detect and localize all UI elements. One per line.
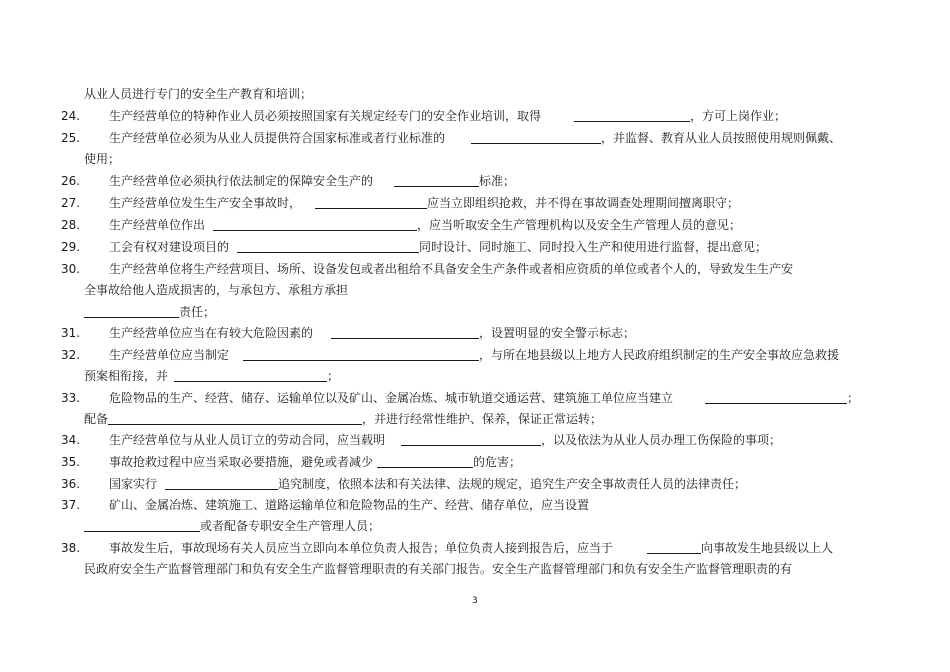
question-34 [109,432,781,448]
question-24 [109,108,786,124]
question-text: 责任； [179,305,216,319]
question-text: 同时设计、同时施工、同时投入生产和使用进行监督，提出意见； [419,240,768,254]
question-text: 或者配备专职安全生产管理人员； [200,519,381,533]
question-38 [109,540,833,556]
fill-in-blank[interactable] [315,196,427,209]
question-28 [109,217,741,233]
question-number: 37. [61,498,81,512]
fill-in-blank[interactable] [377,455,473,468]
question-number: 27. [61,196,81,210]
fill-in-blank[interactable] [401,433,541,446]
question-38-continuation: 民政府安全生产监督管理部门和负有安全生产监督管理职责的有关部门报告。安全生产监督管理部门和负有安全生产监督管理职责的有 [84,562,793,576]
question-text: 生产经营单位应当在有较大危险因素的 [109,326,314,340]
question-number: 26. [61,174,81,188]
fill-in-blank[interactable] [237,240,419,253]
fill-in-blank[interactable] [574,109,690,122]
question-31 [109,325,635,341]
question-text: ； [847,391,860,405]
question-text: ，方可上岗作业； [690,109,787,123]
question-text: 预案相衔接，并 [84,369,169,383]
question-text: 配备 [84,412,109,426]
question-text: 生产经营单位发生生产安全事故时， [109,196,302,210]
fill-in-blank[interactable] [331,326,479,339]
question-33 [109,390,859,406]
question-37: 矿山、金属冶炼、建筑施工、道路运输单位和危险物品的生产、经营、储存单位，应当设置 [109,498,590,512]
question-27 [109,195,739,211]
question-number: 24. [61,109,81,123]
question-text: 生产经营单位必须执行依法制定的保障安全生产的 [109,174,374,188]
question-29 [109,239,767,255]
question-number: 25. [61,131,81,145]
question-number: 36. [61,477,81,491]
question-text: ，应当听取安全生产管理机构以及安全生产管理人员的意见； [417,218,742,232]
question-text: 事故发生后，事故现场有关人员应当立即向本单位负责人报告；单位负责人接到报告后，应当于 [109,541,614,555]
question-30-continuation: 全事故给他人造成损害的，与承包方、承租方承担 [84,283,349,297]
question-26 [109,173,515,189]
question-text: 标准； [479,174,516,188]
question-text: ，以及依法为从业人员办理工伤保险的事项； [541,433,782,447]
question-number: 31. [61,326,81,340]
question-text: 事故抢救过程中应当采取必要措施，避免或者减少 [109,455,374,469]
question-23-continuation: 从业人员进行专门的安全生产教育和培训； [84,87,313,101]
question-35 [109,454,521,470]
fill-in-blank[interactable] [84,519,200,532]
question-text: 应当立即组织抢救，并不得在事故调查处理期间擅离职守； [427,196,740,210]
page-number: 3 [472,596,478,606]
question-text: ，与所在地县级以上地方人民政府组织制定的生产安全事故应急救援 [479,348,840,362]
question-text: 生产经营单位作出 [109,218,206,232]
fill-in-blank[interactable] [108,412,362,425]
question-text: ，并进行经常性维护、保养，保证正常运转； [362,412,603,426]
question-25 [109,130,841,146]
question-32 [109,347,839,363]
fill-in-blank[interactable] [213,218,417,231]
question-text: 生产经营单位与从业人员订立的劳动合同，应当载明 [109,433,386,447]
question-text: 生产经营单位应当制定 [109,348,230,362]
fill-in-blank[interactable] [705,391,847,404]
question-number: 34. [61,433,81,447]
fill-in-blank[interactable] [165,477,278,490]
question-text: ，设置明显的安全警示标志； [479,326,636,340]
question-36 [109,476,746,492]
question-text: 工会有权对建设项目的 [109,240,230,254]
question-text: 的危害； [473,455,522,469]
question-number: 28. [61,218,81,232]
question-text: 生产经营单位必须为从业人员提供符合国家标准或者行业标准的 [109,131,446,145]
question-text: 生产经营单位的特种作业人员必须按照国家有关规定经专门的安全作业培训，取得 [109,109,542,123]
question-number: 33. [61,391,81,405]
question-text: ，并监督、教育从业人员按照使用规则佩戴、 [601,131,842,145]
fill-in-blank[interactable] [243,348,479,361]
question-text: 追究制度，依照本法和有关法律、法规的规定，追究生产安全事故责任人员的法律责任； [278,477,747,491]
question-number: 30. [61,262,81,276]
question-text: ； [327,369,340,383]
question-text: 危险物品的生产、经营、储存、运输单位以及矿山、金属冶炼、城市轨道交通运营、建筑施工单位应当建立 [109,391,674,405]
question-text: 国家实行 [109,477,158,491]
question-number: 29. [61,240,81,254]
question-text: 向事故发生地县级以上人 [701,541,834,555]
fill-in-blank[interactable] [394,174,479,187]
question-32-continuation [84,368,339,384]
question-33-continuation [84,411,602,427]
fill-in-blank[interactable] [174,369,327,382]
fill-in-blank[interactable] [84,305,179,318]
fill-in-blank[interactable] [471,131,601,144]
question-37-continuation [84,518,380,534]
question-number: 38. [61,541,81,555]
question-number: 32. [61,348,81,362]
fill-in-blank[interactable] [647,541,701,554]
question-30: 生产经营单位将生产经营项目、场所、设备发包或者出租给不具备安全生产条件或者相应资质的单位或者个人的，导致发生生产安 [109,262,794,276]
question-25-continuation: 使用； [84,152,121,166]
question-number: 35. [61,455,81,469]
question-30-continuation [84,304,215,320]
